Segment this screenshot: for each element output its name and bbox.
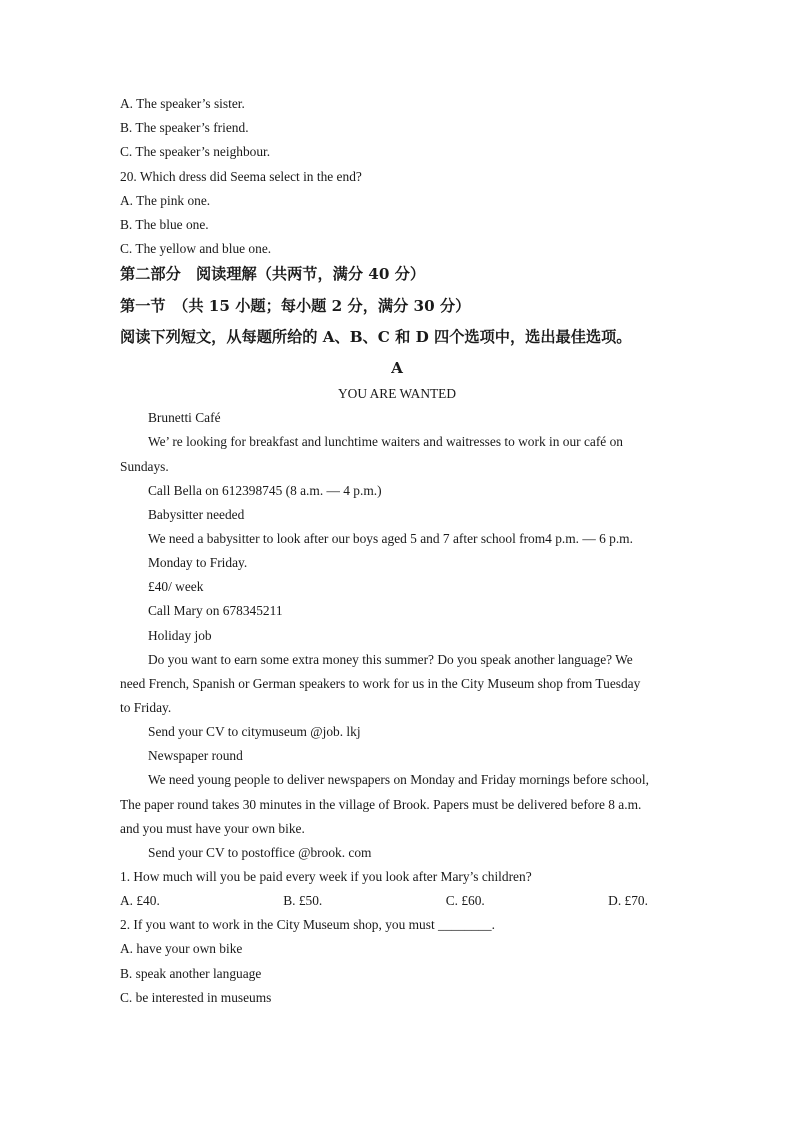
ad-newspaper-text: We need young people to deliver newspapers on Monday and Friday mornings before school,: [148, 772, 649, 787]
ad-cafe-contact: Call Bella on 612398745 (8 a.m. — 4 p.m.): [148, 483, 382, 498]
part2-heading: 第二部分 阅读理解（共两节，满分 40 分）: [120, 265, 426, 283]
q19-option-c: C. The speaker’s neighbour.: [120, 144, 271, 159]
ad-babysitter-days: Monday to Friday.: [148, 555, 248, 570]
q20-option-a: A. The pink one.: [120, 193, 211, 208]
ad-babysitter-contact: Call Mary on 678345211: [148, 603, 283, 618]
q20-option-c: C. The yellow and blue one.: [120, 241, 272, 256]
ad-newspaper-contact: Send your CV to postoffice @brook. com: [148, 845, 372, 860]
q1-option-b: B. £50.: [283, 893, 323, 908]
ad-holiday-contact: Send your CV to citymuseum @job. lkj: [148, 724, 361, 739]
ad-holiday-text: Do you want to earn some extra money this summer? Do you speak another language? We: [148, 652, 633, 667]
passage-letter: A: [391, 359, 403, 377]
q1-option-c: C. £60.: [445, 893, 485, 908]
ad-babysitter-pay: £40/ week: [148, 579, 204, 594]
section1-heading: 第一节 （共 15 小题；每小题 2 分，满分 30 分）: [120, 297, 471, 315]
q2-option-c: C. be interested in museums: [120, 990, 272, 1005]
ad-holiday-title: Holiday job: [148, 628, 212, 643]
ad-newspaper-title: Newspaper round: [148, 748, 243, 763]
q2-option-a: A. have your own bike: [120, 941, 243, 956]
q1-question: 1. How much will you be paid every week if you look after Mary’s children?: [120, 869, 532, 884]
q1-options: [120, 891, 648, 911]
ad-cafe-text: We’ re looking for breakfast and lunchtime waiters and waitresses to work in our café on: [148, 434, 623, 449]
q19-option-b: B. The speaker’s friend.: [120, 120, 249, 135]
ad-cafe-text-cont: Sundays.: [120, 459, 169, 474]
instructions: 阅读下列短文，从每题所给的 A、B、C 和 D 四个选项中，选出最佳选项。: [120, 328, 632, 346]
q2-question: 2. If you want to work in the City Museum shop, you must ________.: [120, 917, 495, 932]
q20-question: 20. Which dress did Seema select in the end?: [120, 169, 362, 184]
ad-newspaper-text-cont: The paper round takes 30 minutes in the village of Brook. Papers must be delivered before 8 a.m.: [120, 797, 642, 812]
ad-cafe-title: Brunetti Café: [148, 410, 221, 425]
q19-option-a: A. The speaker’s sister.: [120, 96, 245, 111]
ad-holiday-text-cont: need French, Spanish or German speakers to work for us in the City Museum shop from Tuesday: [120, 676, 641, 691]
ad-babysitter-text: We need a babysitter to look after our boys aged 5 and 7 after school from4 p.m. — 6 p.m.: [148, 531, 633, 546]
ad-babysitter-title: Babysitter needed: [148, 507, 245, 522]
q1-option-d: D. £70.: [608, 893, 648, 908]
ad-newspaper-text-end: and you must have your own bike.: [120, 821, 305, 836]
q2-option-b: B. speak another language: [120, 966, 262, 981]
passage-title: YOU ARE WANTED: [337, 386, 457, 401]
ad-holiday-text-end: to Friday.: [120, 700, 172, 715]
q20-option-b: B. The blue one.: [120, 217, 209, 232]
q1-option-a: A. £40.: [120, 893, 160, 908]
